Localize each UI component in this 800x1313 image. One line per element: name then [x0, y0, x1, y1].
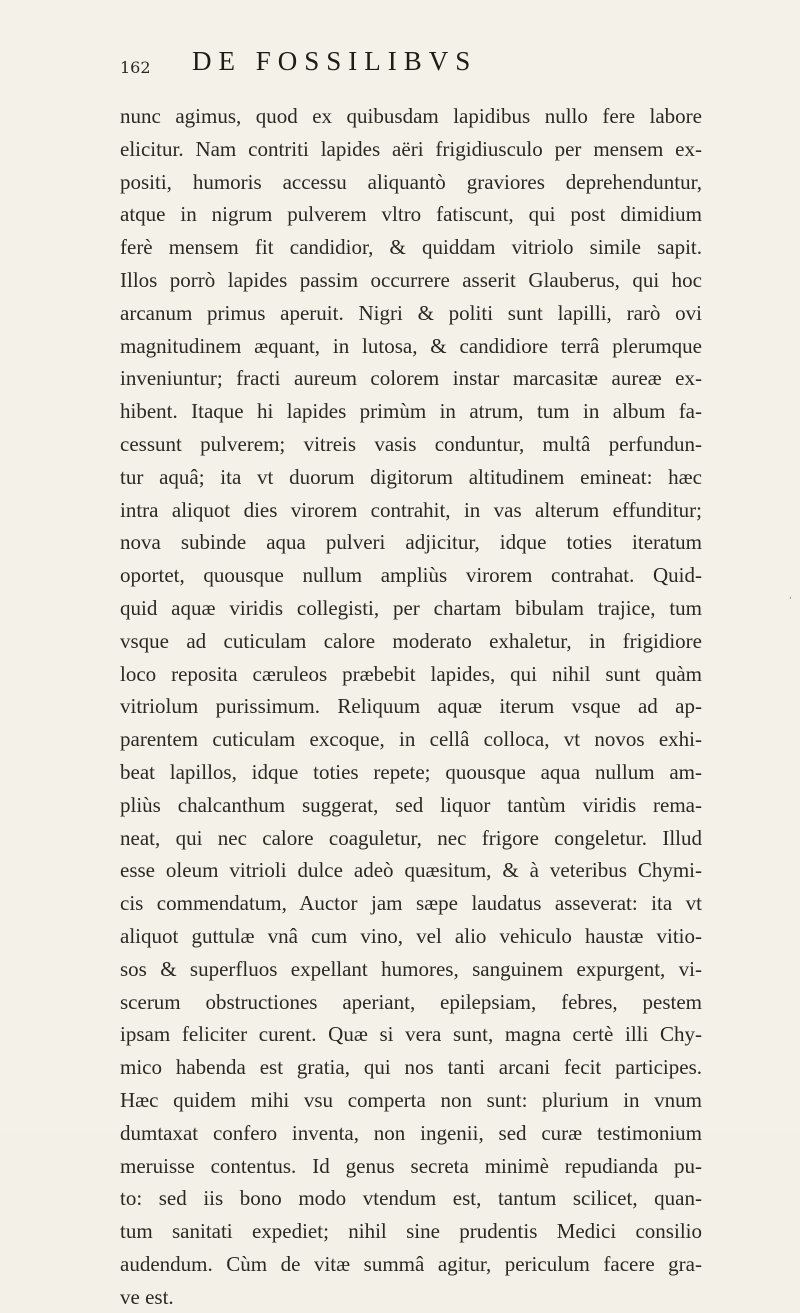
text-line: tum sanitati expediet; nihil sine prudentis Medici consilio — [120, 1219, 702, 1244]
text-line: vitriolum purissimum. Reliquum aquæ iterum vsque ad ap- — [120, 694, 702, 719]
text-line: ipsam feliciter curent. Quæ si vera sunt, magna certè illi Chy- — [120, 1022, 702, 1047]
body-text — [120, 100, 702, 1313]
text-line: Illos porrò lapides passim occurrere asserit Glauberus, qui hoc — [120, 267, 702, 292]
text-line: loco reposita cæruleos præbebit lapides, qui nihil sunt quàm — [120, 661, 702, 686]
text-line: meruisse contentus. Id genus secreta minimè repudianda pu- — [120, 1153, 702, 1178]
text-line: intra aliquot dies virorem contrahit, in vas alterum effunditur; — [120, 497, 702, 522]
text-line: sos & superfluos expellant humores, sanguinem expurgent, vi- — [120, 956, 702, 981]
text-line: pliùs chalcanthum suggerat, sed liquor tantùm viridis rema- — [120, 792, 702, 817]
text-line: parentem cuticulam excoque, in cellâ colloca, vt novos exhi- — [120, 727, 702, 752]
text-line: atque in nigrum pulverem vltro fatiscunt, qui post dimidium — [120, 202, 702, 227]
text-line: mico habenda est gratia, qui nos tanti arcani fecit participes. — [120, 1055, 702, 1080]
text-line: Hæc quidem mihi vsu comperta non sunt: plurium in vnum — [120, 1087, 702, 1112]
text-line: positi, humoris accessu aliquantò graviores deprehenduntur, — [120, 169, 702, 194]
text-line: arcanum primus aperuit. Nigri & politi sunt lapilli, rarò ovi — [120, 300, 702, 325]
text-line: neat, qui nec calore coaguletur, nec frigore congeletur. Illud — [120, 825, 702, 850]
text-line: ferè mensem fit candidior, & quiddam vitriolo simile sapit. — [120, 235, 702, 260]
text-line: elicitur. Nam contriti lapides aëri frigidiusculo per mensem ex- — [120, 136, 702, 161]
text-line: esse oleum vitrioli dulce adeò quæsitum, & à veteribus Chymi- — [120, 858, 702, 883]
running-title: DE FOSSILIBVS — [192, 46, 478, 76]
margin-mark: ʻ — [788, 596, 792, 607]
text-line: tur aquâ; ita vt duorum digitorum altitudinem emineat: hæc — [120, 464, 702, 489]
text-line: aliquot guttulæ vnâ cum vino, vel alio vehiculo haustæ vitio- — [120, 923, 702, 948]
text-line: dumtaxat confero inventa, non ingenii, sed curæ testimonium — [120, 1120, 702, 1145]
running-head — [120, 46, 680, 86]
text-line: magnitudinem æquant, in lutosa, & candidiore terrâ plerumque — [120, 333, 702, 358]
text-line: cis commendatum, Auctor jam sæpe laudatus asseverat: ita vt — [120, 891, 702, 916]
text-line: hibent. Itaque hi lapides primùm in atrum, tum in album fa- — [120, 399, 702, 424]
text-line: cessunt pulverem; vitreis vasis conduntur, multâ perfundun- — [120, 431, 702, 456]
text-line: oportet, quousque nullum ampliùs virorem contrahat. Quid- — [120, 563, 702, 588]
text-line: nova subinde aqua pulveri adjicitur, idque toties iteratum — [120, 530, 702, 555]
text-line: vsque ad cuticulam calore moderato exhaletur, in frigidiore — [120, 628, 702, 653]
page-number: 162 — [120, 58, 151, 77]
text-line-final: ve est. — [120, 1284, 174, 1309]
text-line: audendum. Cùm de vitæ summâ agitur, periculum facere gra- — [120, 1251, 702, 1276]
text-line: beat lapillos, idque toties repete; quousque aqua nullum am- — [120, 759, 702, 784]
text-line: inveniuntur; fracti aureum colorem instar marcasitæ aureæ ex- — [120, 366, 702, 391]
text-line: scerum obstructiones aperiant, epilepsiam, febres, pestem — [120, 989, 702, 1014]
text-line: to: sed iis bono modo vtendum est, tantum scilicet, quan- — [120, 1186, 702, 1211]
text-line: nunc agimus, quod ex quibusdam lapidibus nullo fere labore — [120, 104, 702, 128]
text-line: quid aquæ viridis collegisti, per chartam bibulam trajice, tum — [120, 595, 702, 620]
